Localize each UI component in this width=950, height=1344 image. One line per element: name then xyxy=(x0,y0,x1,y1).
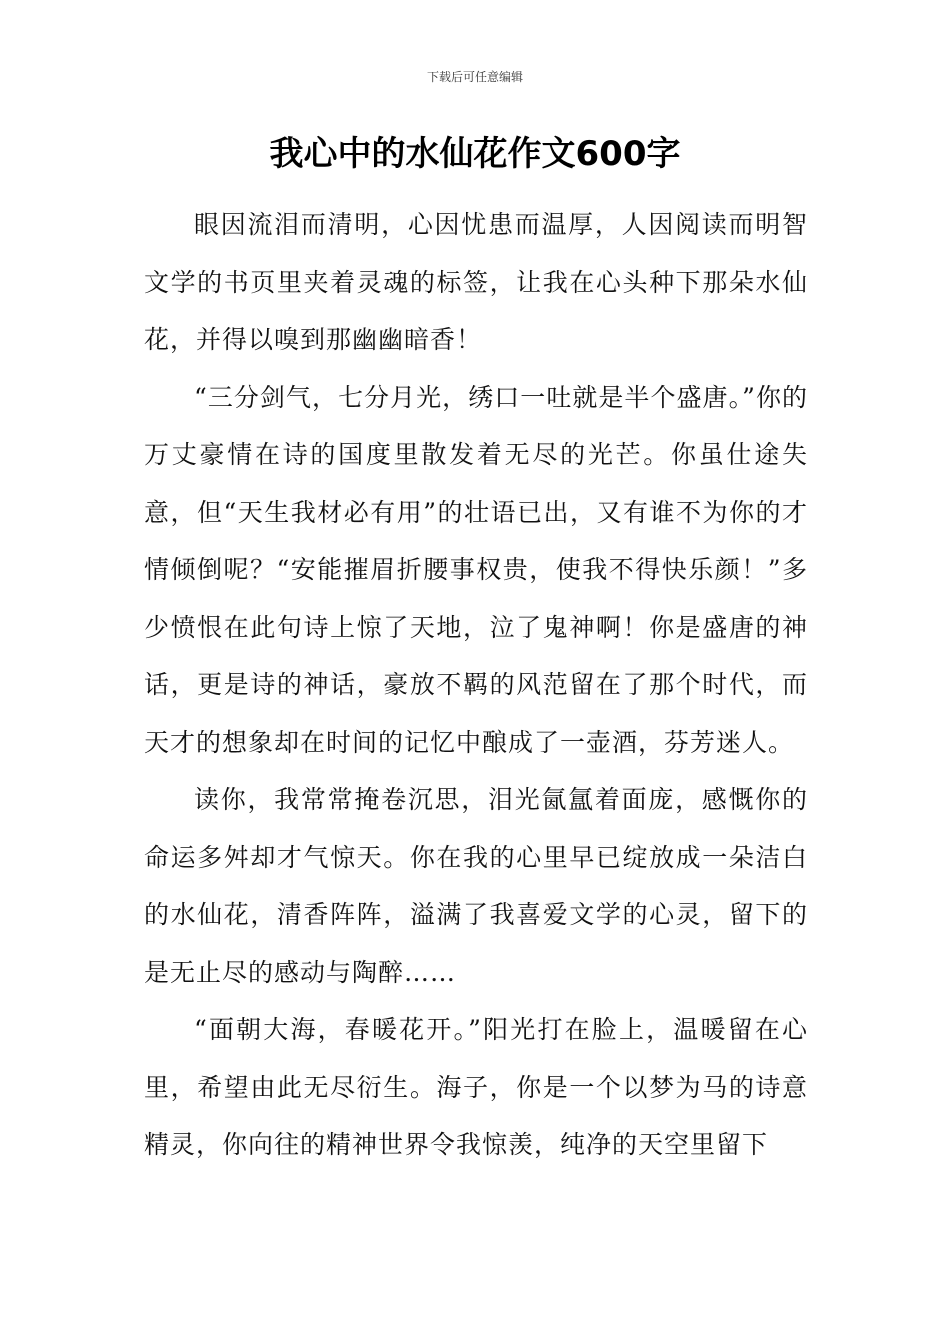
paragraph-4: “面朝大海，春暖花开。”阳光打在脸上，温暖留在心里，希望由此无尽衍生。海子，你是一个以梦为马的诗意精灵，你向往的精神世界令我惊羡，纯净的天空里留下 xyxy=(144,1015,808,1159)
paragraph-1: 眼因流泪而清明，心因忧患而温厚，人因阅读而明智文学的书页里夹着灵魂的标签，让我在心头种下那朵水仙花，并得以嗅到那幽幽暗香！ xyxy=(144,210,808,354)
document-title: 我心中的水仙花作文600字 xyxy=(269,134,681,174)
paragraph-3: 读你，我常常掩卷沉思，泪光氤氲着面庞，感慨你的命运多舛却才气惊天。你在我的心里早已绽放成一朵洁白的水仙花，清香阵阵，溢满了我喜爱文学的心灵，留下的是无止尽的感动与陶醉…… xyxy=(144,785,808,987)
paragraph-2: “三分剑气，七分月光，绣口一吐就是半个盛唐。”你的万丈豪情在诗的国度里散发着无尽的光芒。你虽仕途失意，但“天生我材必有用”的壮语已出，又有谁不为你的才情倾倒呢？“安能摧眉折腰事权贵，使我不得快乐颜！”多少愤恨在此句诗上惊了天地，泣了鬼神啊！你是盛唐的神话，更是诗的神话，豪放不羁的风范留在了那个时代，而天才的想象却在时间的记忆中酿成了一壶酒，芬芳迷人。 xyxy=(144,382,808,757)
document-body xyxy=(144,196,808,1174)
header-note: 下载后可任意编辑 xyxy=(426,70,523,84)
